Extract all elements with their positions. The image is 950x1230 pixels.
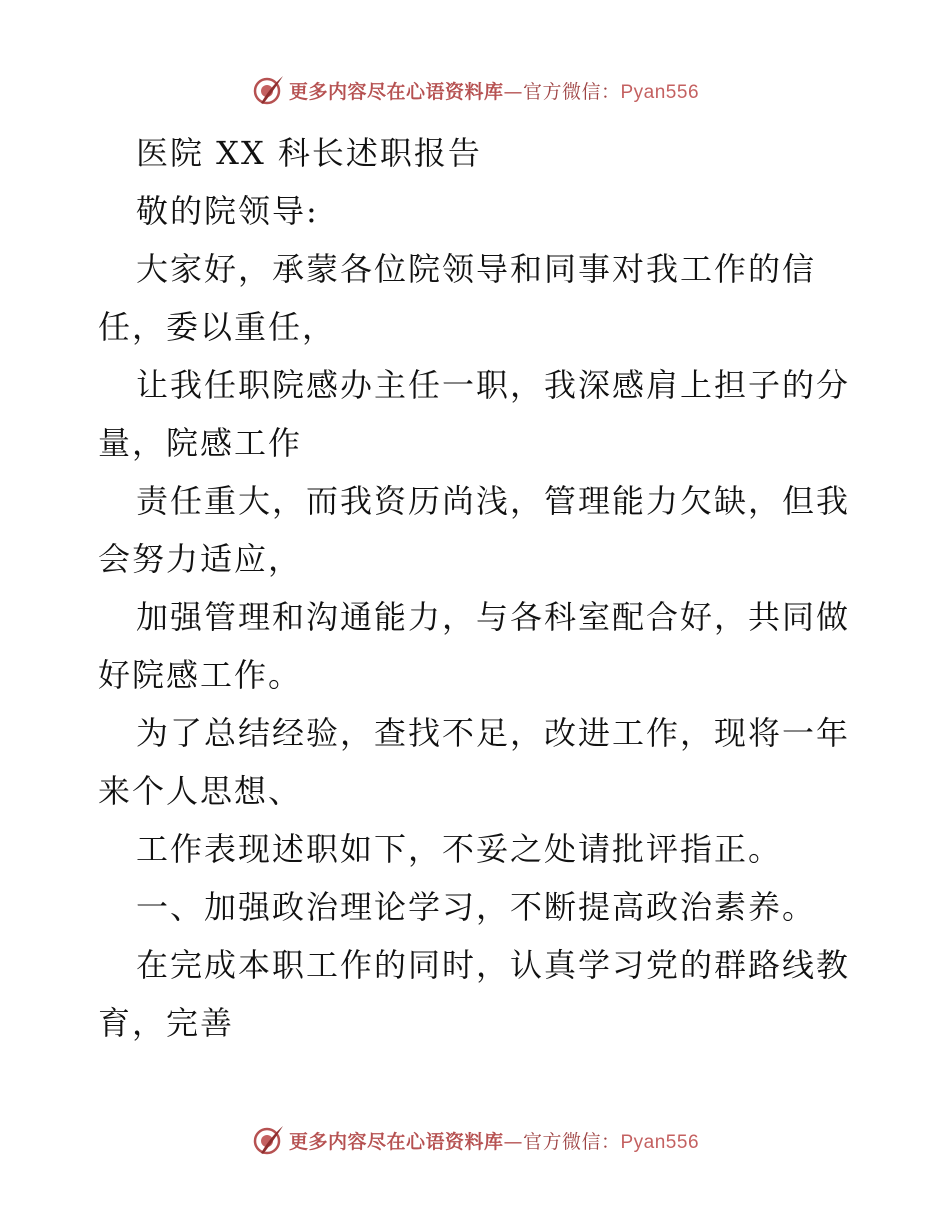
watermark-dash: —: [503, 1130, 523, 1153]
quill-logo-icon: [251, 1123, 285, 1157]
watermark-sub-text: 官方微信：: [522, 1130, 621, 1153]
document-line: 任，委以重任，: [98, 308, 337, 346]
document-line: 在完成本职工作的同时，认真学习党的群路线教: [136, 946, 851, 984]
document-line: 好院感工作。: [98, 656, 303, 694]
watermark-main-text: 更多内容尽在心语资料库: [288, 80, 504, 103]
document-title: 医院 XX 科长述职报告: [136, 134, 482, 172]
document-line: 一、加强政治理论学习，不断提高政治素养。: [136, 888, 817, 926]
watermark-wechat-id: Pyan556: [620, 81, 700, 103]
document-line: 敬的院领导:: [136, 192, 319, 230]
document-line: 大家好，承蒙各位院领导和同事对我工作的信: [136, 250, 817, 288]
watermark-main-text: 更多内容尽在心语资料库: [288, 1130, 504, 1153]
document-line: 工作表现述职如下，不妥之处请批评指正。: [136, 830, 783, 868]
quill-logo-icon: [251, 73, 285, 107]
watermark-wechat-id: Pyan556: [620, 1131, 700, 1153]
document-line: 让我任职院感办主任一职，我深感肩上担子的分: [136, 366, 851, 404]
document-line: 责任重大，而我资历尚浅，管理能力欠缺，但我: [136, 482, 851, 520]
document-line: 育，完善: [98, 1004, 235, 1042]
document-line: 加强管理和沟通能力，与各科室配合好，共同做: [136, 598, 851, 636]
header-watermark: [0, 70, 950, 110]
watermark-dash: —: [503, 80, 523, 103]
footer-watermark: [0, 1120, 950, 1160]
watermark-sub-text: 官方微信：: [522, 80, 621, 103]
document-line: 来个人思想、: [98, 772, 303, 810]
document-body: [98, 124, 858, 1052]
document-line: 为了总结经验，查找不足，改进工作，现将一年: [136, 714, 851, 752]
document-line: 量，院感工作: [98, 424, 303, 462]
document-line: 会努力适应，: [98, 540, 303, 578]
